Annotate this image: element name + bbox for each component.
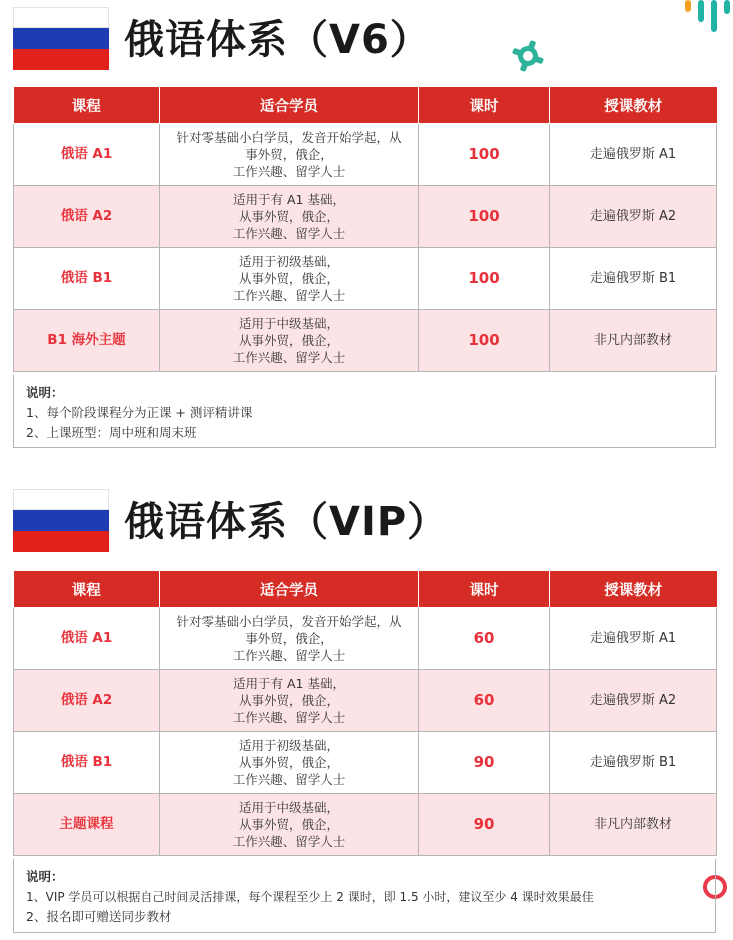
table-header-row <box>14 87 717 124</box>
course-desc: 针对零基础小白学员，发音开始学起，从 事外贸，俄企， 工作兴趣、留学人士 <box>160 608 419 670</box>
russia-flag-icon <box>13 489 109 552</box>
course-material: 非凡内部教材 <box>550 794 717 856</box>
course-desc: 适用于有 A1 基础， 从事外贸，俄企， 工作兴趣、留学人士 <box>160 186 419 248</box>
table-row <box>14 732 717 794</box>
course-desc: 针对零基础小白学员，发音开始学起，从 事外贸，俄企， 工作兴趣、留学人士 <box>160 124 419 186</box>
course-material: 非凡内部教材 <box>550 310 717 372</box>
table-row <box>14 248 717 310</box>
course-material: 走遍俄罗斯 A2 <box>550 670 717 732</box>
header-students: 适合学员 <box>160 571 419 608</box>
header-students: 适合学员 <box>160 87 419 124</box>
course-hours: 90 <box>419 732 550 794</box>
header-course: 课程 <box>14 571 160 608</box>
course-hours: 60 <box>419 608 550 670</box>
header-hours: 课时 <box>419 87 550 124</box>
table-row <box>14 608 717 670</box>
notes-title: 说明： <box>26 869 64 884</box>
table-row <box>14 310 717 372</box>
course-name: 俄语 B1 <box>14 732 160 794</box>
course-name: 俄语 A2 <box>14 186 160 248</box>
course-desc: 适用于中级基础， 从事外贸，俄企， 工作兴趣、留学人士 <box>160 310 419 372</box>
course-name: 主题课程 <box>14 794 160 856</box>
gear-decoration-icon <box>508 36 548 76</box>
course-desc: 适用于有 A1 基础， 从事外贸，俄企， 工作兴趣、留学人士 <box>160 670 419 732</box>
course-name: 俄语 A1 <box>14 608 160 670</box>
russia-flag-icon <box>13 7 109 70</box>
table-row <box>14 670 717 732</box>
course-table-v6 <box>13 87 717 372</box>
note-item: 2、报名即可赠送同步教材 <box>26 909 172 924</box>
header-material: 授课教材 <box>550 571 717 608</box>
table-row <box>14 794 717 856</box>
course-hours: 100 <box>419 248 550 310</box>
course-material: 走遍俄罗斯 A1 <box>550 124 717 186</box>
course-table-vip <box>13 571 717 856</box>
course-hours: 100 <box>419 310 550 372</box>
course-name: 俄语 A1 <box>14 124 160 186</box>
notes-box <box>13 859 716 933</box>
course-hours: 60 <box>419 670 550 732</box>
course-desc: 适用于中级基础， 从事外贸，俄企， 工作兴趣、留学人士 <box>160 794 419 856</box>
notes-title: 说明： <box>26 385 64 400</box>
note-item: 2、上课班型：周中班和周末班 <box>26 425 197 440</box>
note-item: 1、VIP 学员可以根据自己时间灵活排课，每个课程至少上 2 课时，即 1.5 小时，建议至少 4 课时效果最佳 <box>26 890 594 904</box>
table-row <box>14 124 717 186</box>
course-hours: 100 <box>419 124 550 186</box>
section-title: 俄语体系（VIP） <box>124 499 449 545</box>
note-item: 1、每个阶段课程分为正课 + 测评精讲课 <box>26 405 253 420</box>
course-material: 走遍俄罗斯 B1 <box>550 732 717 794</box>
notes-box <box>13 375 716 448</box>
course-material: 走遍俄罗斯 A1 <box>550 608 717 670</box>
course-name: 俄语 A2 <box>14 670 160 732</box>
decorative-bars-icon <box>685 0 733 34</box>
course-name: B1 海外主题 <box>14 310 160 372</box>
course-desc: 适用于初级基础， 从事外贸，俄企， 工作兴趣、留学人士 <box>160 732 419 794</box>
course-material: 走遍俄罗斯 A2 <box>550 186 717 248</box>
header-course: 课程 <box>14 87 160 124</box>
course-hours: 90 <box>419 794 550 856</box>
course-material: 走遍俄罗斯 B1 <box>550 248 717 310</box>
header-hours: 课时 <box>419 571 550 608</box>
header-material: 授课教材 <box>550 87 717 124</box>
table-header-row <box>14 571 717 608</box>
course-name: 俄语 B1 <box>14 248 160 310</box>
section-title: 俄语体系（V6） <box>124 17 431 63</box>
table-row <box>14 186 717 248</box>
course-desc: 适用于初级基础， 从事外贸，俄企， 工作兴趣、留学人士 <box>160 248 419 310</box>
course-hours: 100 <box>419 186 550 248</box>
